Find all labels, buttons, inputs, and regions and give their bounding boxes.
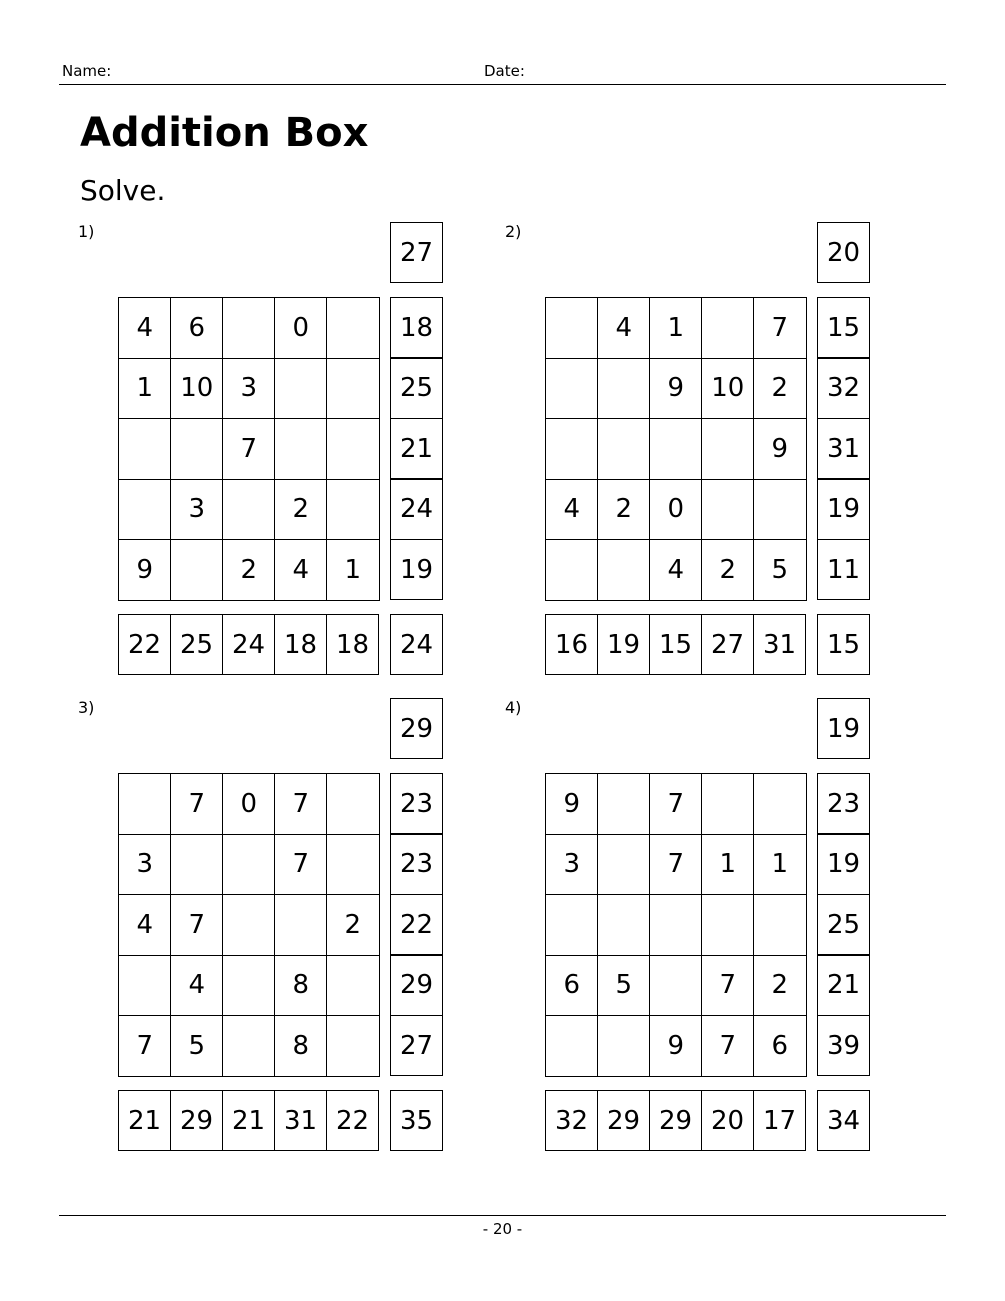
grid-cell <box>326 358 380 420</box>
grid-cell <box>597 418 651 480</box>
grid-cell: 1 <box>701 834 755 896</box>
grid-cell <box>597 894 651 956</box>
row-sum-cell: 22 <box>390 894 443 955</box>
name-label: Name: <box>62 62 112 80</box>
grid-cell <box>222 955 276 1017</box>
header-divider <box>59 84 946 85</box>
corner-sum-cell: 34 <box>817 1090 870 1151</box>
grid-cell <box>118 479 172 541</box>
grid-cell: 2 <box>753 955 807 1017</box>
grid-cell <box>597 773 651 835</box>
grid-cell <box>274 894 328 956</box>
grid-cell: 4 <box>545 479 599 541</box>
grid-cell <box>701 297 755 359</box>
grid-cell <box>753 773 807 835</box>
grid-cell: 4 <box>170 955 224 1017</box>
grid-cell <box>701 479 755 541</box>
grid-cell <box>326 955 380 1017</box>
grid-cell <box>597 834 651 896</box>
grid-cell <box>649 894 703 956</box>
grid-cell <box>753 894 807 956</box>
grid-cell <box>701 418 755 480</box>
grid-cell <box>545 1015 599 1077</box>
column-sum-cell: 20 <box>701 1090 754 1151</box>
grid-cell: 3 <box>545 834 599 896</box>
grid-cell: 5 <box>597 955 651 1017</box>
grand-total-cell: 27 <box>390 222 443 283</box>
grid-cell: 2 <box>326 894 380 956</box>
problem-1 <box>78 222 498 682</box>
problem-2 <box>505 222 925 682</box>
grid-cell: 0 <box>649 479 703 541</box>
grid-cell <box>326 834 380 896</box>
column-sum-cell: 17 <box>753 1090 806 1151</box>
column-sum-cell: 31 <box>753 614 806 675</box>
column-sum-cell: 29 <box>597 1090 650 1151</box>
corner-sum-cell: 15 <box>817 614 870 675</box>
column-sum-cell: 24 <box>222 614 275 675</box>
row-sum-cell: 25 <box>817 894 870 955</box>
grid-cell: 10 <box>701 358 755 420</box>
problem-number: 3) <box>78 698 95 717</box>
grid-cell: 2 <box>222 539 276 601</box>
column-sum-cell: 18 <box>326 614 379 675</box>
row-sum-cell: 25 <box>390 358 443 419</box>
row-sum-cell: 23 <box>390 834 443 895</box>
row-sum-cell: 19 <box>817 479 870 540</box>
problem-number: 4) <box>505 698 522 717</box>
grid-cell: 7 <box>274 773 328 835</box>
column-sum-cell: 15 <box>649 614 702 675</box>
row-sum-cell: 18 <box>390 297 443 358</box>
row-sum-cell: 23 <box>817 773 870 834</box>
grid-cell: 2 <box>597 479 651 541</box>
grid-cell <box>545 297 599 359</box>
grid-cell: 4 <box>118 297 172 359</box>
problem-3 <box>78 698 498 1158</box>
grid-cell <box>701 773 755 835</box>
grid-cell: 3 <box>118 834 172 896</box>
grid-cell <box>649 418 703 480</box>
grand-total-cell: 29 <box>390 698 443 759</box>
row-sum-cell: 11 <box>817 539 870 600</box>
grid-cell <box>118 955 172 1017</box>
column-sum-cell: 32 <box>545 1090 598 1151</box>
column-sum-cell: 29 <box>170 1090 223 1151</box>
grid-cell: 9 <box>118 539 172 601</box>
grid-cell: 4 <box>118 894 172 956</box>
grid-cell: 5 <box>753 539 807 601</box>
grand-total-cell: 19 <box>817 698 870 759</box>
row-sum-cell: 15 <box>817 297 870 358</box>
grand-total-cell: 20 <box>817 222 870 283</box>
column-sum-cell: 29 <box>649 1090 702 1151</box>
addition-grid <box>118 297 379 600</box>
grid-cell: 7 <box>701 1015 755 1077</box>
grid-cell: 2 <box>274 479 328 541</box>
grid-cell: 7 <box>222 418 276 480</box>
grid-cell: 7 <box>753 297 807 359</box>
row-sum-cell: 19 <box>817 834 870 895</box>
grid-cell: 3 <box>170 479 224 541</box>
column-sum-cell: 19 <box>597 614 650 675</box>
grid-cell: 7 <box>170 894 224 956</box>
addition-grid <box>545 297 806 600</box>
grid-cell <box>545 539 599 601</box>
grid-cell <box>545 358 599 420</box>
grid-cell <box>597 539 651 601</box>
grid-cell: 9 <box>545 773 599 835</box>
grid-cell <box>649 955 703 1017</box>
grid-cell <box>597 358 651 420</box>
grid-cell <box>170 834 224 896</box>
addition-grid <box>118 773 379 1076</box>
corner-sum-cell: 35 <box>390 1090 443 1151</box>
grid-cell: 7 <box>649 773 703 835</box>
grid-cell: 7 <box>118 1015 172 1077</box>
grid-cell <box>222 834 276 896</box>
grid-cell: 2 <box>701 539 755 601</box>
grid-cell <box>274 418 328 480</box>
row-sum-cell: 29 <box>390 955 443 1016</box>
problem-number: 2) <box>505 222 522 241</box>
grid-cell: 4 <box>649 539 703 601</box>
grid-cell: 6 <box>170 297 224 359</box>
grid-cell <box>274 358 328 420</box>
grid-cell: 3 <box>222 358 276 420</box>
column-sum-cell: 18 <box>274 614 327 675</box>
grid-cell <box>326 1015 380 1077</box>
grid-cell <box>701 894 755 956</box>
row-sum-cell: 27 <box>390 1015 443 1076</box>
date-label: Date: <box>484 62 525 80</box>
grid-cell <box>170 539 224 601</box>
grid-cell: 4 <box>274 539 328 601</box>
grid-cell <box>753 479 807 541</box>
grid-cell: 1 <box>118 358 172 420</box>
grid-cell: 9 <box>649 358 703 420</box>
grid-cell: 2 <box>753 358 807 420</box>
grid-cell <box>545 418 599 480</box>
column-sum-cell: 21 <box>222 1090 275 1151</box>
grid-cell <box>326 773 380 835</box>
grid-cell: 7 <box>649 834 703 896</box>
grid-cell: 5 <box>170 1015 224 1077</box>
instruction-text: Solve. <box>80 174 166 207</box>
column-sum-cell: 21 <box>118 1090 171 1151</box>
corner-sum-cell: 24 <box>390 614 443 675</box>
grid-cell <box>118 418 172 480</box>
grid-cell: 1 <box>649 297 703 359</box>
grid-cell <box>222 1015 276 1077</box>
problem-number: 1) <box>78 222 95 241</box>
row-sum-cell: 23 <box>390 773 443 834</box>
grid-cell <box>545 894 599 956</box>
problem-4 <box>505 698 925 1158</box>
grid-cell <box>170 418 224 480</box>
grid-cell <box>326 479 380 541</box>
grid-cell <box>222 297 276 359</box>
grid-cell <box>326 297 380 359</box>
row-sum-cell: 21 <box>817 955 870 1016</box>
column-sum-cell: 16 <box>545 614 598 675</box>
grid-cell: 1 <box>753 834 807 896</box>
grid-cell: 8 <box>274 955 328 1017</box>
column-sum-cell: 22 <box>118 614 171 675</box>
grid-cell: 0 <box>222 773 276 835</box>
grid-cell: 0 <box>274 297 328 359</box>
grid-cell: 4 <box>597 297 651 359</box>
column-sum-cell: 22 <box>326 1090 379 1151</box>
grid-cell: 1 <box>326 539 380 601</box>
grid-cell: 10 <box>170 358 224 420</box>
grid-cell <box>222 894 276 956</box>
grid-cell <box>222 479 276 541</box>
grid-cell <box>326 418 380 480</box>
page-number: - 20 - <box>482 1220 523 1238</box>
row-sum-cell: 21 <box>390 418 443 479</box>
page-title: Addition Box <box>80 110 369 156</box>
grid-cell: 9 <box>649 1015 703 1077</box>
addition-grid <box>545 773 806 1076</box>
column-sum-cell: 25 <box>170 614 223 675</box>
column-sum-cell: 27 <box>701 614 754 675</box>
grid-cell: 7 <box>701 955 755 1017</box>
row-sum-cell: 31 <box>817 418 870 479</box>
row-sum-cell: 39 <box>817 1015 870 1076</box>
column-sum-cell: 31 <box>274 1090 327 1151</box>
grid-cell: 8 <box>274 1015 328 1077</box>
row-sum-cell: 32 <box>817 358 870 419</box>
row-sum-cell: 24 <box>390 479 443 540</box>
grid-cell: 6 <box>545 955 599 1017</box>
grid-cell: 9 <box>753 418 807 480</box>
grid-cell: 7 <box>274 834 328 896</box>
grid-cell: 7 <box>170 773 224 835</box>
grid-cell <box>118 773 172 835</box>
grid-cell <box>597 1015 651 1077</box>
footer-divider <box>59 1215 946 1216</box>
row-sum-cell: 19 <box>390 539 443 600</box>
grid-cell: 6 <box>753 1015 807 1077</box>
